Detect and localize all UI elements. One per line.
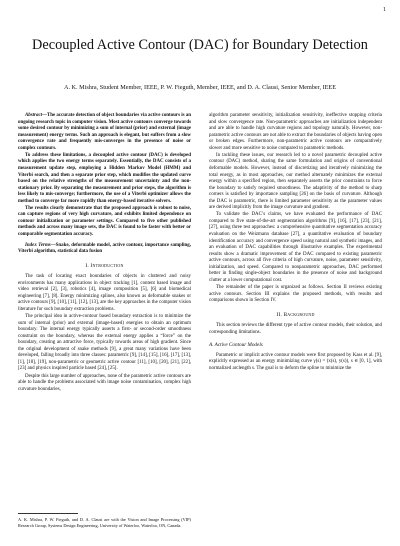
body-paragraph: In tackling these issues, our research led to a novel parametric decoupled active contour (DAC) method, sharing the same formulation and origins of conventional deformable models. However, instead of discretizing and iteratively minimizing the total energy, as in most approaches, our method alternately minimizes the external energy within a specified region, then separately asserts the prior constraints to force the boundary to satisfy required smoothness. The adaptivity of the method to sharp corners is satisfied by importance sampling [26] on the basis of curvature. Although the DAC is parametric, there is limited parameter sensitivity as the parameter values are derived implicitly from the image curvature and gradient. [209, 152, 382, 211]
section-heading-introduction: I. Introduction [85, 262, 124, 269]
abstract-lead: Abstract— [25, 113, 47, 118]
abstract-paragraph: The results clearly demonstrate that the proposed approach is robust to noise, can capture regions of very high curvature, and exhibits limited dependence on contour initialization or parameter settings. Compared to five other published methods and across many image sets, the DAC is found to be faster with better or comparable segmentation accuracy. [18, 205, 191, 238]
background-paragraph: This section reviews the different type of active contour models, their solution, and corresponding limitations. [209, 323, 382, 335]
subsection-heading-active-contour-models: A. Active Contour Models [209, 342, 263, 349]
right-column [209, 113, 382, 373]
subsection-paragraph: Parametric or implicit active contour models were first proposed by Kass et al. [9], explicitly expressed as an energy minimizing curve γ(s) = (x(s), y(s)), s ∈ [0, 1], with normalized arclength s. The goal is to deform the spline to minimize the [209, 352, 382, 371]
body-paragraph: To validate the DAC’s claims, we have evaluated the performance of DAC compared to five state-of-the-art segmentation algorithms [9], [16], [17], [23], [21], [27], using three test approaches: a comprehensive quantitative segmentation accuracy evaluation on the Weizmann database [27], a quantitative evaluation of boundary identification accuracy and convergence speed using natural and synthetic images, and an evaluation of DAC capabilities through illustrative examples. The experimental results show a dramatic improvement of the DAC compared to existing parametric active contours, across all five criteria of high curvature, noise, parameter sensitivity, initialization, and speed. Compared to nonparametric approaches, DAC performed better in finding single-object boundaries in the presence of noise and background clutter at a lower computational cost. [209, 212, 382, 283]
author-line: A. K. Mishra, Student Member, IEEE, P. W. Fieguth, Member, IEEE, and D. A. Clausi, Senior Member, IEEE [64, 84, 336, 91]
index-terms-text: Snake, deformable model, active contour, importance sampling, Viterbi algorithm, statistical data fusion [18, 242, 191, 255]
paper-title: Decoupled Active Contour (DAC) for Boundary Detection [32, 37, 368, 53]
abstract-paragraph: To address these limitations, a decoupled active contour (DAC) is developed which applies the two energy terms separately. Essentially, the DAC consists of a measurement update step, employing a Hidden Markov Model (HMM) and Viterbi search, and then a separate prior step, which modifies the updated curve based on the relative strengths of the measurement uncertainty and the non-stationary prior. By separating the measurement and prior steps, the algorithm is less likely to mis-converge; furthermore, the use of a Viterbi optimizer allows the method to converge far more rapidly than energy-based iterative solvers. [18, 152, 191, 204]
body-paragraph: The remainder of the paper is organized as follows. Section II reviews existing active contours. Section III explains the proposed methods, with results and comparisons shown in Section IV. [209, 285, 382, 304]
index-terms-lead: Index Terms— [25, 242, 56, 248]
page-number: 1 [383, 7, 386, 13]
footnote-rule [18, 513, 78, 514]
index-terms [18, 243, 191, 256]
body-paragraph: algorithm parameter sensitivity, initialization sensitivity, ineffective stopping criteria and slow convergence rate. Non-parametric approaches are initialization independent and are able to handle high curvature regions and topology naturally. However, non-parametric active contours are not able to extract the boundaries of objects having open or broken edges. Furthermore, non-parametric active contours are comparatively slower and more sensitive to noise compared to parametric methods. [209, 113, 382, 151]
intro-paragraph: The task of locating exact boundaries of objects in cluttered and noisy environments has many applications in object tracking [1], content based image and video retrieval [2], [3], robotics [4], image composition [5], [6] and biomedical engineering [7], [8]. Energy minimizing splines, also known as deformable snakes or active contours [9], [10], [11], [12], [13], are the key approaches in the computer vision literature for such boundary extraction problems. [18, 274, 191, 312]
left-column [18, 113, 191, 394]
section-heading-background: II. Background [276, 311, 315, 318]
intro-paragraph: Despite this large number of approaches, none of the parametric active contours are able to handle the problems associated with image noise contamination, complex high curvature boundaries, [18, 373, 191, 392]
abstract-paragraph: The accurate detection of object boundaries via active contours is an ongoing research topic in computer vision. Most active contours converge towards some desired contour by minimizing a sum of internal (prior) and external (image measurement) energy terms. Such an approach is elegant, but suffers from a slow convergence rate and frequently mis-converges in the presence of noise or complex contours. [18, 113, 191, 151]
footnote: A. K. Mishra, P. W. Fieguth, and D. A. Clausi are with the Vision and Image Processing (VIP) Research Group, Systems Design Engineering, University of Waterloo, Waterloo, ON, Canada. [18, 517, 191, 528]
abstract [18, 113, 191, 239]
intro-paragraph: The principal idea in active-contour based boundary extraction is to minimize the sum of internal (prior) and external (image-based) energies to obtain an optimum boundary. The internal energy typically asserts a first- or second-order smoothness constraint on the boundary, whereas the external energy applies a “force” on the boundary, creating an attractive force, typically towards areas of high gradient. Since the original development of snake methods [9], a great many variations have been developed, falling broadly into three classes: parametric [9], [14], [15], [16], [17], [13], [1], [18], [19], non-parametric or geometric active contour [11], [10], [20], [21], [22], [23] and physics inspired particle based [24], [25]. [18, 314, 191, 372]
